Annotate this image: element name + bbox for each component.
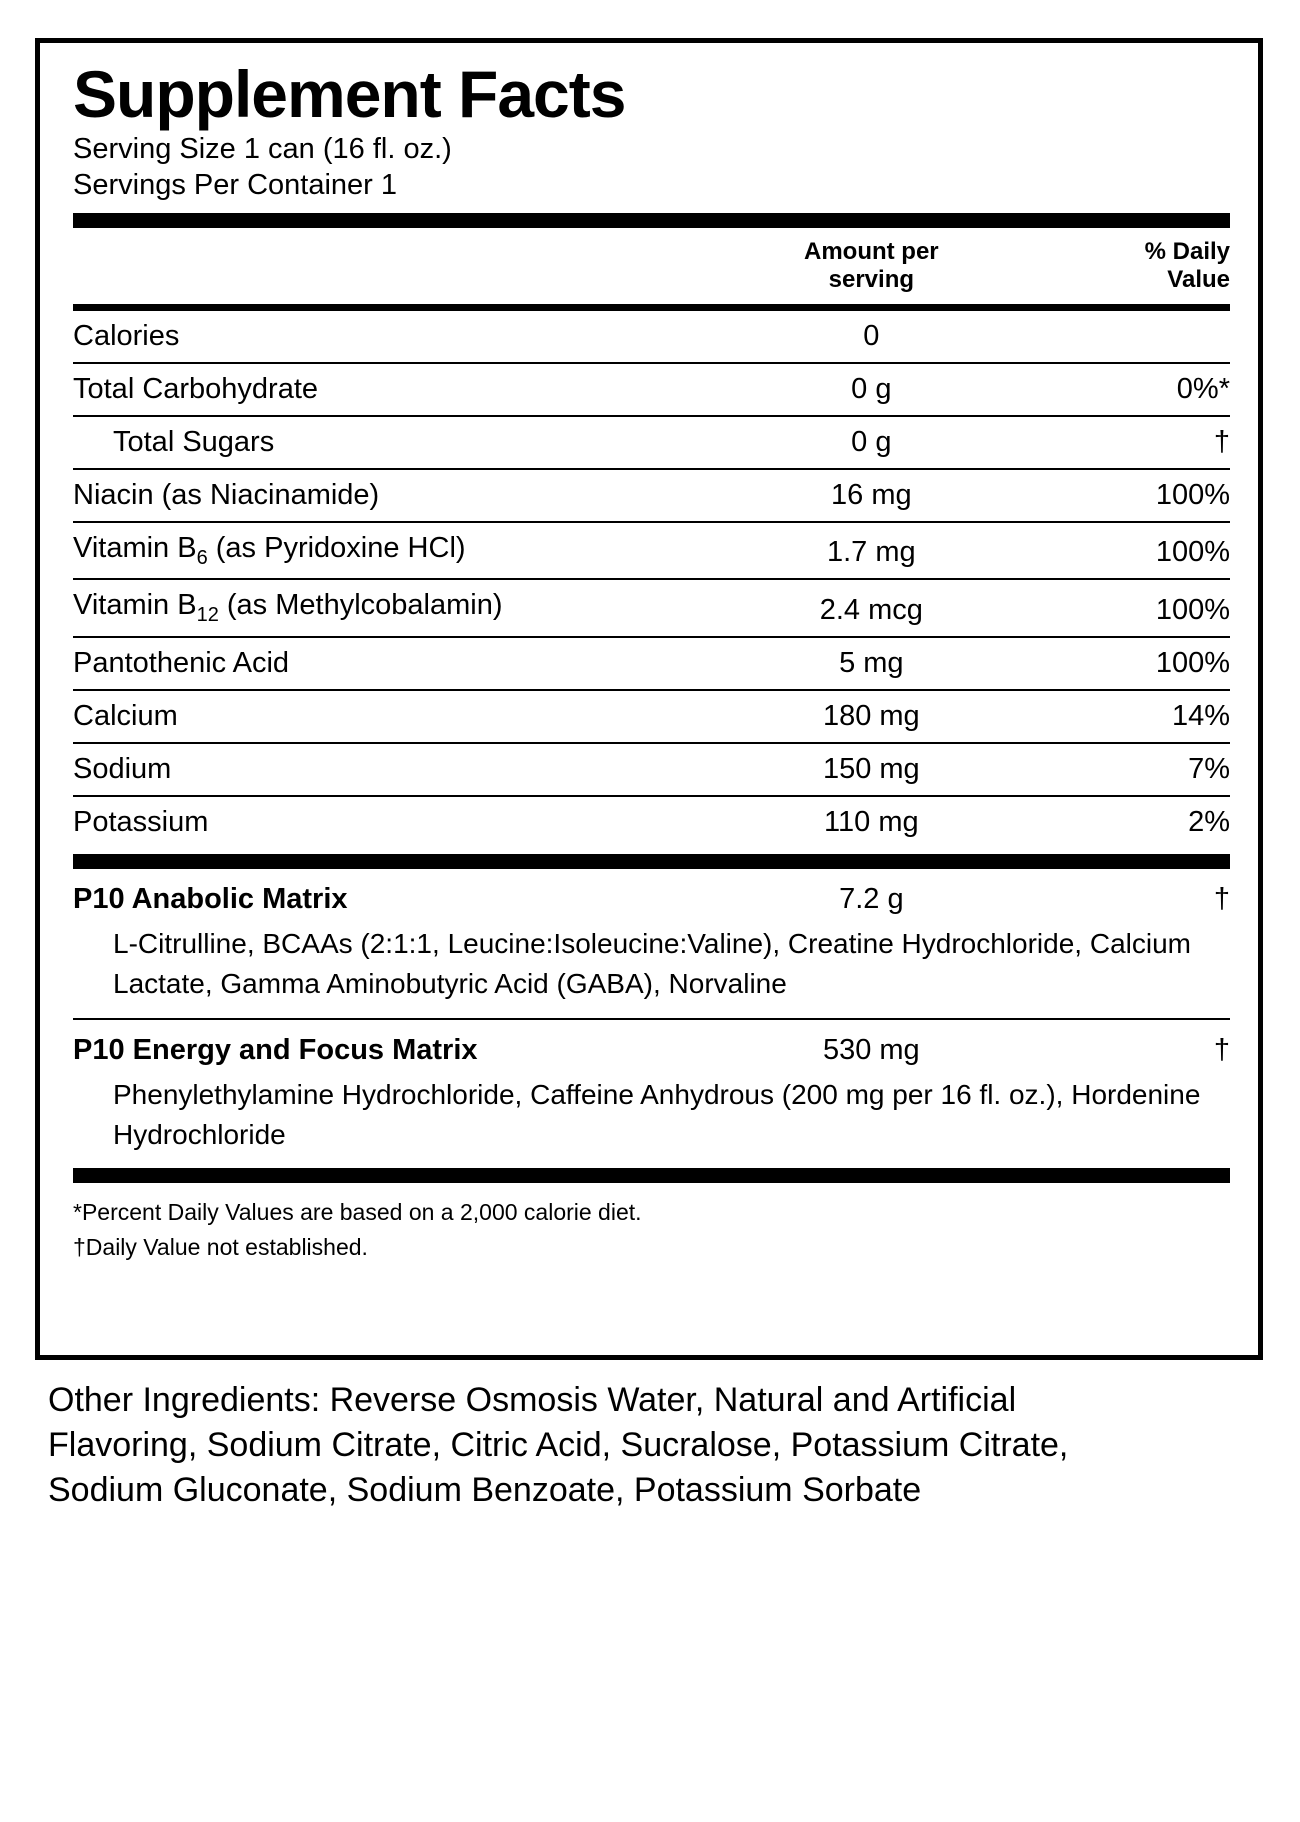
table-row (73, 638, 1230, 689)
nutrient-dv (1022, 311, 1230, 362)
table-row (73, 364, 1230, 415)
nutrient-rows-6 (73, 580, 1230, 636)
other-ingredients (48, 1378, 1258, 1514)
footnote-dv-not-established: †Daily Value not established. (73, 1233, 368, 1260)
blend-dv: † (1213, 883, 1230, 916)
nutrient-rows-5 (73, 523, 1230, 579)
nutrient-amount: 110 mg (824, 806, 919, 839)
divider-thick-top (73, 213, 1230, 228)
table-row (73, 691, 1230, 742)
nutrient-amount: 0 (863, 319, 880, 352)
subscript-6: 6 (196, 546, 208, 569)
nutrient-name: Total Carbohydrate (73, 372, 319, 405)
blend-dv: † (1213, 1033, 1230, 1066)
nutrient-dv: 2% (1188, 806, 1230, 839)
header-amount-per-serving (721, 228, 1022, 304)
divider-thick-blends (73, 854, 1230, 869)
table-row (73, 417, 1230, 468)
nutrient-name: Total Sugars (113, 425, 275, 458)
table-row (73, 470, 1230, 521)
nutrient-name: Calories (73, 319, 180, 352)
nutrient-rows-3 (73, 417, 1230, 468)
table-row (73, 523, 1230, 579)
blend-ingredients: L-Citrulline, BCAAs (2:1:1, Leucine:Isoleucine:Valine), Creatine Hydrochloride, Calcium Lactate, Gamma Aminobutyric Acid (GABA), Norvaline (113, 928, 1191, 1000)
divider-under-header (73, 304, 1230, 311)
servings-per-container: Servings Per Container 1 (73, 168, 397, 201)
footnotes (73, 1183, 1230, 1264)
nutrient-amount: 5 mg (839, 647, 904, 680)
footnote-daily-values: *Percent Daily Values are based on a 2,000 calorie diet. (73, 1199, 642, 1226)
header-amount-line1: Amount per (803, 238, 939, 266)
nutrient-rows-4 (73, 470, 1230, 521)
other-ingredients-line-3: Sodium Gluconate, Sodium Benzoate, Potassium Sorbate (48, 1471, 922, 1510)
nutrient-amount: 180 mg (822, 700, 920, 733)
nutrient-dv: 100% (1155, 594, 1230, 627)
blend-amount: 7.2 g (839, 883, 904, 916)
nutrient-rows-9 (73, 744, 1230, 795)
nutrient-dv: 7% (1188, 753, 1230, 786)
table-row (73, 744, 1230, 795)
table-row (73, 580, 1230, 636)
nutrient-name: Sodium (73, 753, 172, 786)
table-row (73, 311, 1230, 362)
nutrient-rows-10 (73, 797, 1230, 848)
blend-title-row (73, 869, 1230, 922)
header-daily-value (1022, 228, 1230, 304)
blend-amount: 530 mg (822, 1033, 920, 1066)
nutrient-name: Potassium (73, 806, 209, 839)
nutrient-dv: 0%* (1176, 372, 1230, 405)
nutrient-name: Niacin (as Niacinamide) (73, 478, 380, 511)
nutrient-name: Vitamin $B_{12}$ (as Methylcobalamin) (73, 589, 503, 627)
nutrient-amount: 2.4 mcg (819, 594, 923, 627)
serving-size: Serving Size 1 can (16 fl. oz.) (73, 133, 452, 166)
nutrient-name: Vitamin $B_6$ (as Pyridoxine HCl) (73, 531, 466, 569)
blend-2 (73, 1020, 1230, 1073)
nutrient-amount: 150 mg (822, 753, 920, 786)
panel-title: Supplement Facts (73, 57, 626, 131)
header-blank (73, 228, 721, 304)
nutrient-amount: 16 mg (831, 478, 912, 511)
divider-thick-footnotes (73, 1168, 1230, 1183)
nutrient-rows-2 (73, 364, 1230, 415)
nutrient-dv: 100% (1155, 536, 1230, 569)
nutrient-dv: 100% (1155, 647, 1230, 680)
blend-ingredients: Phenylethylamine Hydrochloride, Caffeine Anhydrous (200 mg per 16 fl. oz.), Hordenine Hydrochloride (113, 1078, 1201, 1150)
header-amount-line2: serving (828, 266, 915, 294)
blend-name: P10 Energy and Focus Matrix (73, 1033, 478, 1066)
nutrient-rows (73, 311, 1230, 362)
nutrient-dv: † (1213, 425, 1230, 458)
subscript-12: 12 (196, 604, 219, 627)
header-dv-line1: % Daily (1144, 238, 1230, 266)
nutrient-dv: 14% (1171, 700, 1230, 733)
blend-name: P10 Anabolic Matrix (73, 883, 348, 916)
nutrient-amount: 0 g (851, 372, 892, 405)
other-ingredients-line-2: Flavoring, Sodium Citrate, Citric Acid, Sucralose, Potassium Citrate, (48, 1426, 1069, 1465)
nutrient-amount: 0 g (851, 425, 892, 458)
table-header-row (73, 228, 1230, 304)
nutrient-rows-7 (73, 638, 1230, 689)
table-row (73, 797, 1230, 848)
other-ingredients-line-1: Other Ingredients: Reverse Osmosis Water, Natural and Artificial (48, 1381, 1017, 1419)
nutrient-name: Calcium (73, 700, 178, 733)
nutrition-table (73, 228, 1230, 304)
blend-1 (73, 869, 1230, 922)
nutrient-name: Pantothenic Acid (73, 647, 290, 680)
nutrient-rows-8 (73, 691, 1230, 742)
blend-title-row (73, 1020, 1230, 1073)
nutrient-dv: 100% (1155, 478, 1230, 511)
supplement-facts-panel (35, 38, 1263, 1360)
header-dv-line2: Value (1167, 266, 1230, 294)
nutrient-amount: 1.7 mg (826, 536, 916, 569)
